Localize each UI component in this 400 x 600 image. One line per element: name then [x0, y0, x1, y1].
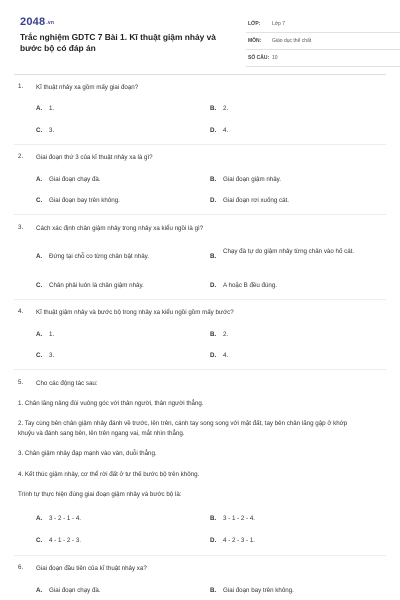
question-prompt: Trình tự thực hiện đúng giai đoạn giậm nhảy và bước bộ là:: [18, 491, 182, 498]
quiz-page: $2048^{.vn}$ Trắc nghiệm GDTC 7 Bài 1. Kĩ thuật giậm nhảy và bước bộ có đáp án LỚP: Lớp 7 MÔN: Giáo dục thể chất SỐ CÂU: 10 1. Kĩ thuật nhảy xa gồm mấy giai đoạn? A. 1. B. 2. C. 3. D. 4. 2. Giai đoạn thứ 3 của kĩ thuật nhảy xa là gì? A. Giai đoạn chạy đà. B. Giai đoạn giậm nhảy. C. Giai đoạn bay trên không. D. Giai đoạn rơi xuống cát. 3. Cách xác định chân giậm nhảy trong nhảy xa kiểu ngồi là gì? A. Đứng tại chỗ co từng chân bật nhảy. B. Chạy đà tự do giậm nhảy từng chân vào hố cát. C. Chân phải luôn là chân giậm nhảy. D. A hoặc B đều đúng. 4. Kĩ thuật giậm nhảy và bước bộ trong nhảy xa kiểu ngồi gồm mấy bước? A. 1. B. 2. C. 3. D. 4. 5. Cho các động tác sau: 1. Chân lăng nâng đùi vuông góc với thân người, thân người thẳng. 2. Tay cùng bên chân giậm nhảy đánh về trước, lên trên, cánh tay song song với mặt đất, tay bên chân lăng gập ở khớp khuỷu và đánh sang bên, lên trên ngang vai, mắt nhìn thẳng. 3. Chân giậm nhảy đạp mạnh vào ván, duỗi thẳng. 4. Kết thúc giậm nhảy, cơ thể rời đất ở tư thế bước bộ trên không. Trình tự thực hiện đúng giai đoạn giậm nhảy và bước bộ là: A. 3 - 2 - 1 - 4. B. 3 - 1 - 2 - 4. C. 4 - 1 - 2 - 3. D. 4 - 2 - 3 - 1. 6. Giai đoạn đầu tiên của kĩ thuật nhảy xa? A. Giai đoạn chạy đà. B. Giai đoạn bay trên không.: [0, 0, 400, 600]
question-separator: [14, 299, 386, 300]
question-separator: [14, 555, 386, 556]
statement-2: 2. Tay cùng bên chân giậm nhảy đánh về trước, lên trên, cánh tay song song với mặt đất, tay bên chân lăng gập ở khớp khuỷu và đánh sang bên, lên trên ngang vai, mắt nhìn thẳng.: [18, 420, 348, 437]
meta-key: MÔN:: [248, 38, 262, 44]
question-number: 4.: [18, 308, 24, 315]
meta-row-count: [246, 50, 400, 67]
statement-4: 4. Kết thúc giậm nhảy, cơ thể rời đất ở tư thế bước bộ trên không.: [18, 471, 200, 478]
question-number: 2.: [18, 153, 24, 160]
question-number: 1.: [18, 83, 24, 90]
site-logo[interactable]: $2048^{.vn}$: [20, 16, 55, 28]
question-text: Cách xác định chân giậm nhảy trong nhảy xa kiểu ngồi là gì?: [36, 225, 204, 232]
header-divider: [14, 74, 386, 75]
meta-row-subject: [246, 33, 400, 50]
question-number: 3.: [18, 224, 24, 231]
meta-value: Lớp 7: [272, 21, 286, 27]
meta-value: 10: [272, 55, 278, 61]
question-number: 6.: [18, 564, 24, 571]
statement-3: 3. Chân giậm nhảy đạp mạnh vào ván, duỗi thẳng.: [18, 450, 157, 457]
question-text: Cho các động tác sau:: [36, 380, 98, 387]
document-header: [16, 12, 386, 74]
question-text: Kĩ thuật giậm nhảy và bước bộ trong nhảy xa kiểu ngồi gồm mấy bước?: [36, 309, 234, 316]
meta-value: Giáo dục thể chất: [272, 38, 312, 44]
question-text: Kĩ thuật nhảy xa gồm mấy giai đoạn?: [36, 84, 139, 91]
question-separator: [14, 144, 386, 145]
question-text: Giai đoạn đầu tiên của kĩ thuật nhảy xa?: [36, 565, 147, 572]
document-title: Trắc nghiệm GDTC 7 Bài 1. Kĩ thuật giậm nhảy và bước bộ có đáp án: [20, 32, 216, 53]
question-separator: [14, 214, 386, 215]
meta-key: SỐ CÂU:: [248, 55, 270, 61]
question-separator: [14, 369, 386, 370]
meta-table: [246, 16, 400, 67]
statement-1: 1. Chân lăng nâng đùi vuông góc với thân người, thân người thẳng.: [18, 400, 204, 407]
meta-key: LỚP:: [248, 21, 261, 27]
question-text: Giai đoạn thứ 3 của kĩ thuật nhảy xa là gì?: [36, 154, 153, 161]
question-number: 5.: [18, 379, 24, 386]
meta-row-class: [246, 16, 400, 33]
